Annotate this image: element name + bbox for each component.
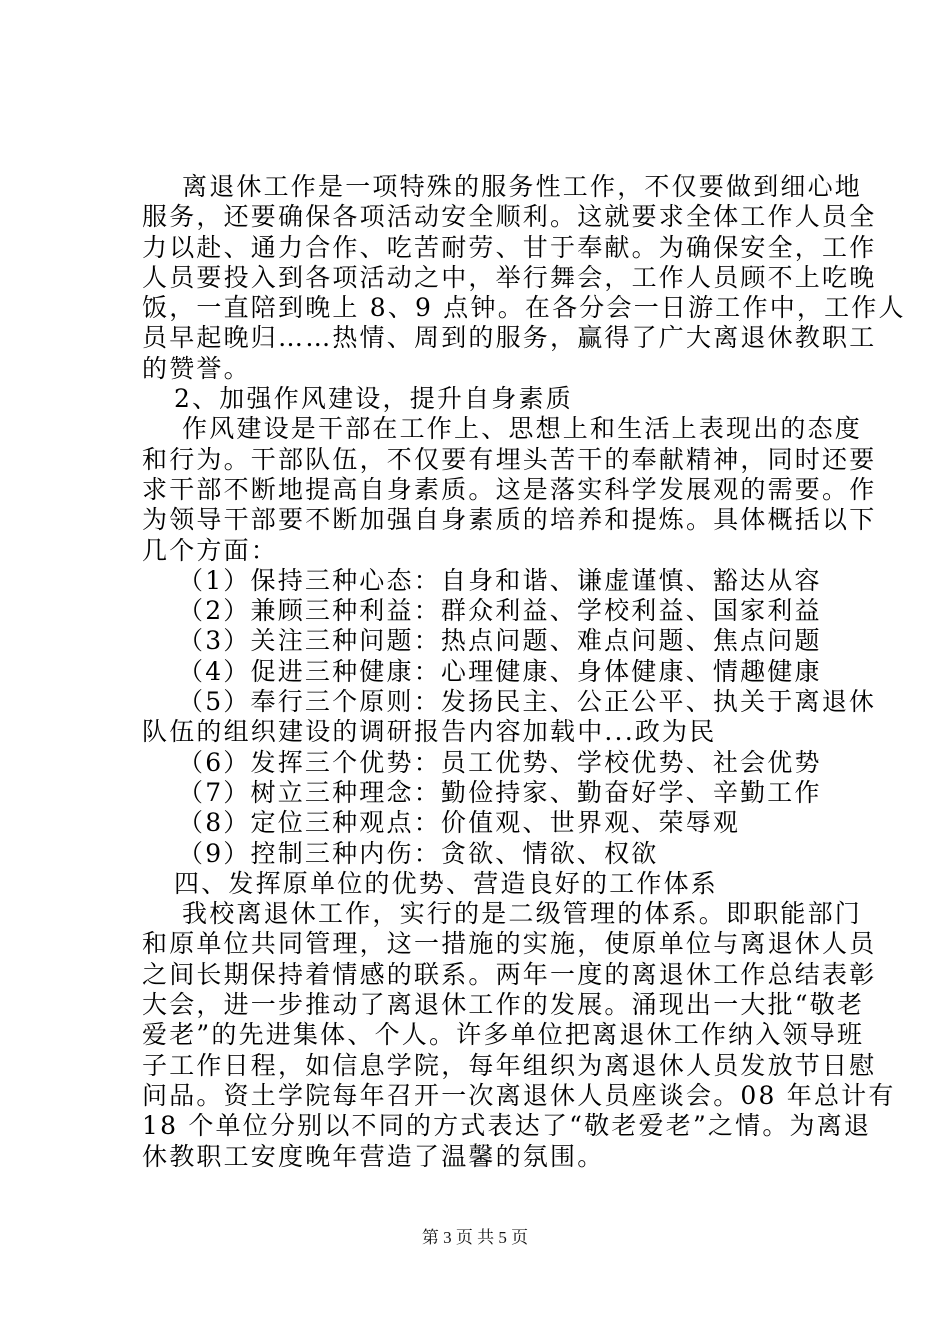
paragraph-line: 之间长期保持着情感的联系。两年一度的离退休工作总结表彰 xyxy=(142,959,877,989)
paragraph-line: 饭，一直陪到晚上 8、9 点钟。在各分会一日游工作中，工作人 xyxy=(142,293,906,323)
list-item: （9）控制三种内伤：贪欲、情欲、权欲 xyxy=(178,838,659,868)
list-item-continuation: 队伍的组织建设的调研报告内容加载中...政为民 xyxy=(142,717,717,747)
paragraph-line: 休教职工安度晚年营造了温馨的氛围。 xyxy=(142,1141,605,1171)
list-item: （4）促进三种健康：心理健康、身体健康、情趣健康 xyxy=(178,656,822,686)
paragraph-line: 18 个单位分别以不同的方式表达了“敬老爱老”之情。为离退 xyxy=(142,1111,872,1141)
paragraph-line: 子工作日程，如信息学院，每年组织为离退休人员发放节日慰 xyxy=(142,1050,877,1080)
document-body xyxy=(142,172,906,1172)
paragraph-line: 作风建设是干部在工作上、思想上和生活上表现出的态度 xyxy=(182,414,863,444)
paragraph-line: 我校离退休工作，实行的是二级管理的体系。即职能部门 xyxy=(182,899,863,929)
paragraph-line: 力以赴、通力合作、吃苦耐劳、甘于奉献。为确保安全，工作 xyxy=(142,232,877,262)
paragraph-line: 和行为。干部队伍，不仅要有埋头苦干的奉献精神，同时还要 xyxy=(142,444,877,474)
paragraph-line: 人员要投入到各项活动之中，举行舞会，工作人员顾不上吃晚 xyxy=(142,262,877,292)
paragraph-line: 离退休工作是一项特殊的服务性工作，不仅要做到细心地 xyxy=(182,172,863,201)
section-heading: 四、发挥原单位的优势、营造良好的工作体系 xyxy=(174,868,719,898)
paragraph-line: 几个方面： xyxy=(142,535,279,565)
list-item: （5）奉行三个原则：发扬民主、公正公平、执关于离退休 xyxy=(178,687,877,717)
paragraph-line: 问品。资土学院每年召开一次离退休人员座谈会。08 年总计有 xyxy=(142,1080,896,1110)
paragraph-line: 服务，还要确保各项活动安全顺利。这就要求全体工作人员全 xyxy=(142,202,877,232)
paragraph-line: 和原单位共同管理，这一措施的实施，使原单位与离退休人员 xyxy=(142,929,877,959)
paragraph-line: 员早起晚归……热情、周到的服务，赢得了广大离退休教职工 xyxy=(142,323,877,353)
paragraph-line: 求干部不断地提高自身素质。这是落实科学发展观的需要。作 xyxy=(142,474,877,504)
list-item: （3）关注三种问题：热点问题、难点问题、焦点问题 xyxy=(178,626,822,656)
list-item: （6）发挥三个优势：员工优势、学校优势、社会优势 xyxy=(178,747,822,777)
section-heading: 2、加强作风建设，提升自身素质 xyxy=(174,384,573,414)
list-item: （8）定位三种观点：价值观、世界观、荣辱观 xyxy=(178,808,741,838)
paragraph-line: 为领导干部要不断加强自身素质的培养和提炼。具体概括以下 xyxy=(142,505,877,535)
paragraph-line: 大会，进一步推动了离退休工作的发展。涌现出一大批“敬老 xyxy=(142,990,865,1020)
page-number-footer: 第 3 页 共 5 页 xyxy=(421,1228,529,1247)
list-item: （1）保持三种心态：自身和谐、谦虚谨慎、豁达从容 xyxy=(178,565,822,595)
paragraph-line: 爱老”的先进集体、个人。许多单位把离退休工作纳入领导班 xyxy=(142,1020,865,1050)
paragraph-line: 的赞誉。 xyxy=(142,353,251,383)
list-item: （2）兼顾三种利益：群众利益、学校利益、国家利益 xyxy=(178,596,822,626)
list-item: （7）树立三种理念：勤俭持家、勤奋好学、辛勤工作 xyxy=(178,777,822,807)
